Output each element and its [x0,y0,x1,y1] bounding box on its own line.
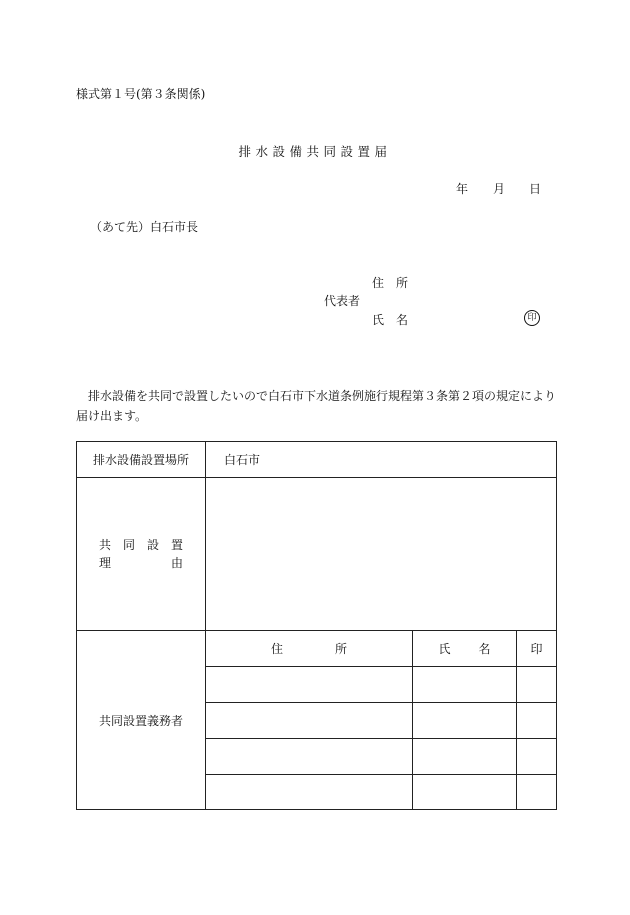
obligor-address-cell[interactable] [206,703,413,739]
reason-char: 由 [170,556,183,570]
obligor-address-cell[interactable] [206,667,413,703]
obligors-label: 共同設置義務者 [77,631,206,810]
obligor-seal-cell[interactable] [517,775,557,810]
reason-field[interactable] [206,478,557,631]
document-title: 排水設備共同設置届 [238,144,392,159]
obligor-address-cell[interactable] [206,775,413,810]
col-name-char: 氏 [438,642,451,656]
reason-char: 置 [170,538,183,552]
obligor-name-cell[interactable] [413,775,517,810]
applicant-representative-label: 代表者 [324,294,361,308]
obligor-name-cell[interactable] [413,667,517,703]
col-address-char: 住 [270,642,283,656]
date-day-label: 日 [529,182,542,196]
reason-char: 設 [146,538,159,552]
date-year-label: 年 [456,182,469,196]
obligor-seal-cell[interactable] [517,703,557,739]
date-month-label: 月 [493,182,506,196]
obligor-name-cell[interactable] [413,739,517,775]
applicant-name-label-1: 氏 [372,313,385,327]
applicant-address-label-1: 住 [372,276,385,290]
location-value-field[interactable]: 白石市 [206,442,557,478]
seal-mark: 印 [524,310,540,326]
reason-char: 同 [122,538,135,552]
col-header-name [413,631,517,667]
obligor-seal-cell[interactable] [517,739,557,775]
notification-table [76,441,557,810]
reason-char: 理 [99,556,112,570]
applicant-address-label-2: 所 [396,276,409,290]
col-address-char: 所 [335,642,348,656]
col-header-address [206,631,413,667]
obligor-name-cell[interactable] [413,703,517,739]
applicant-name-label-2: 名 [396,313,409,327]
reason-label [77,478,206,631]
obligor-seal-cell[interactable] [517,667,557,703]
location-label: 排水設備設置場所 [77,442,206,478]
obligor-address-cell[interactable] [206,739,413,775]
declaration-text: 排水設備を共同で設置したいので白石市下水道条例施行規程第３条第２項の規定により届け出ます。 [76,389,557,423]
form-number: 様式第１号(第３条関係) [76,87,206,101]
col-header-seal: 印 [517,631,557,667]
reason-char: 共 [99,538,112,552]
addressee: （あて先）白石市長 [90,220,199,234]
col-name-char: 名 [478,642,491,656]
